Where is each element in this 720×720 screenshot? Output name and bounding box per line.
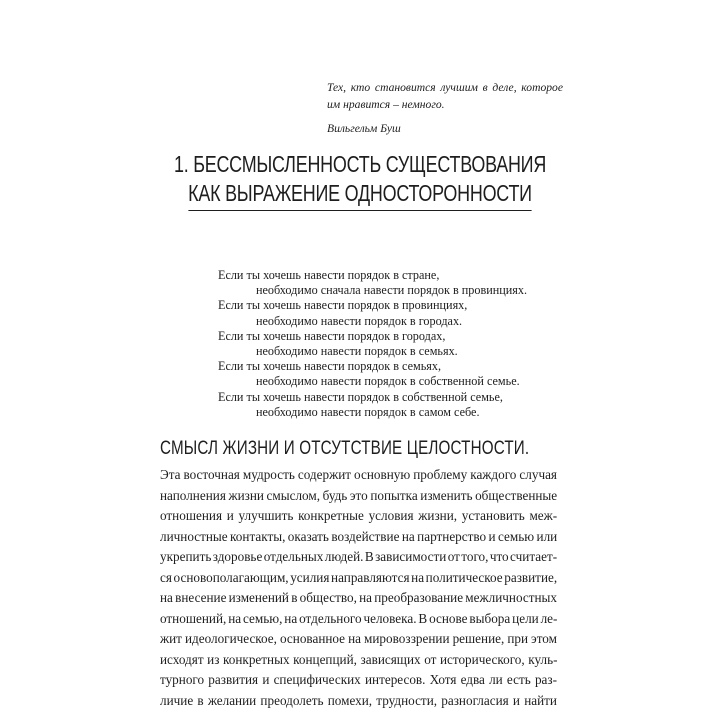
epigraph-author: Вильгельм Буш <box>327 122 401 135</box>
chapter-title-line-1: 1. БЕССМЫСЛЕННОСТЬ СУЩЕСТВОВАНИЯ <box>173 151 547 177</box>
paragraph-line: отношений, на семью, на отдельного человека. В основе выбора цели ле- <box>160 610 557 626</box>
paragraph-line: наполнения жизни смыслом, будь это попытка изменить общественные <box>160 487 557 503</box>
poem <box>218 268 528 420</box>
paragraph-line: укрепить здоровье отдельных людей. В зависимости от того, что считает- <box>160 549 557 564</box>
paragraph-line: ся основополагающим, усилия направляются на политическое развитие, <box>160 569 557 585</box>
paragraph-line: исходят из конкретных концепций, зависящих от исторического, куль- <box>160 651 557 667</box>
chapter-title <box>79 150 641 211</box>
paragraph-line: отношения и улучшить конкретные условия жизни, установить меж- <box>160 508 557 523</box>
poem-line: необходимо навести порядок в семьях. <box>256 344 458 359</box>
epigraph-quote: Тех, кто становится лучшим в деле, которое им нравится – немного. <box>327 81 563 111</box>
poem-line: Если ты хочешь навести порядок в городах, <box>218 328 446 343</box>
paragraph-line: личностные контакты, оказать воздействие на партнерство и семью или <box>160 528 557 544</box>
paragraph-line: турного развития и специфических интересов. Хотя едва ли есть раз- <box>160 672 557 687</box>
body-paragraph <box>160 465 557 711</box>
poem-line: необходимо навести порядок в собственной семье. <box>256 374 520 389</box>
poem-line: необходимо сначала навести порядок в провинциях. <box>256 283 528 298</box>
paragraph-line: жит идеологическое, основанное на мировоззрении решение, при этом <box>160 631 557 646</box>
poem-line: необходимо навести порядок в городах. <box>256 313 463 328</box>
paragraph-line: на внесение изменений в общество, на преобразование межличностных <box>160 590 557 605</box>
poem-line: Если ты хочешь навести порядок в провинциях, <box>218 298 468 313</box>
poem-line: Если ты хочешь навести порядок в собственной семье, <box>218 389 503 404</box>
paragraph-line: личие в желании преодолеть помехи, трудности, разногласия и найти <box>160 692 557 708</box>
poem-line: необходимо навести порядок в самом себе. <box>256 404 480 419</box>
poem-line: Если ты хочешь навести порядок в стране, <box>218 268 440 282</box>
poem-line: Если ты хочешь навести порядок в семьях, <box>218 359 441 374</box>
chapter-title-line-2: КАК ВЫРАЖЕНИЕ ОДНОСТОРОННОСТИ <box>188 179 532 211</box>
paragraph-line: Эта восточная мудрость содержит основную проблему каждого случая <box>160 467 557 482</box>
epigraph <box>327 79 563 137</box>
section-heading: СМЫСЛ ЖИЗНИ И ОТСУТСТВИЕ ЦЕЛОСТНОСТИ. <box>160 438 530 459</box>
